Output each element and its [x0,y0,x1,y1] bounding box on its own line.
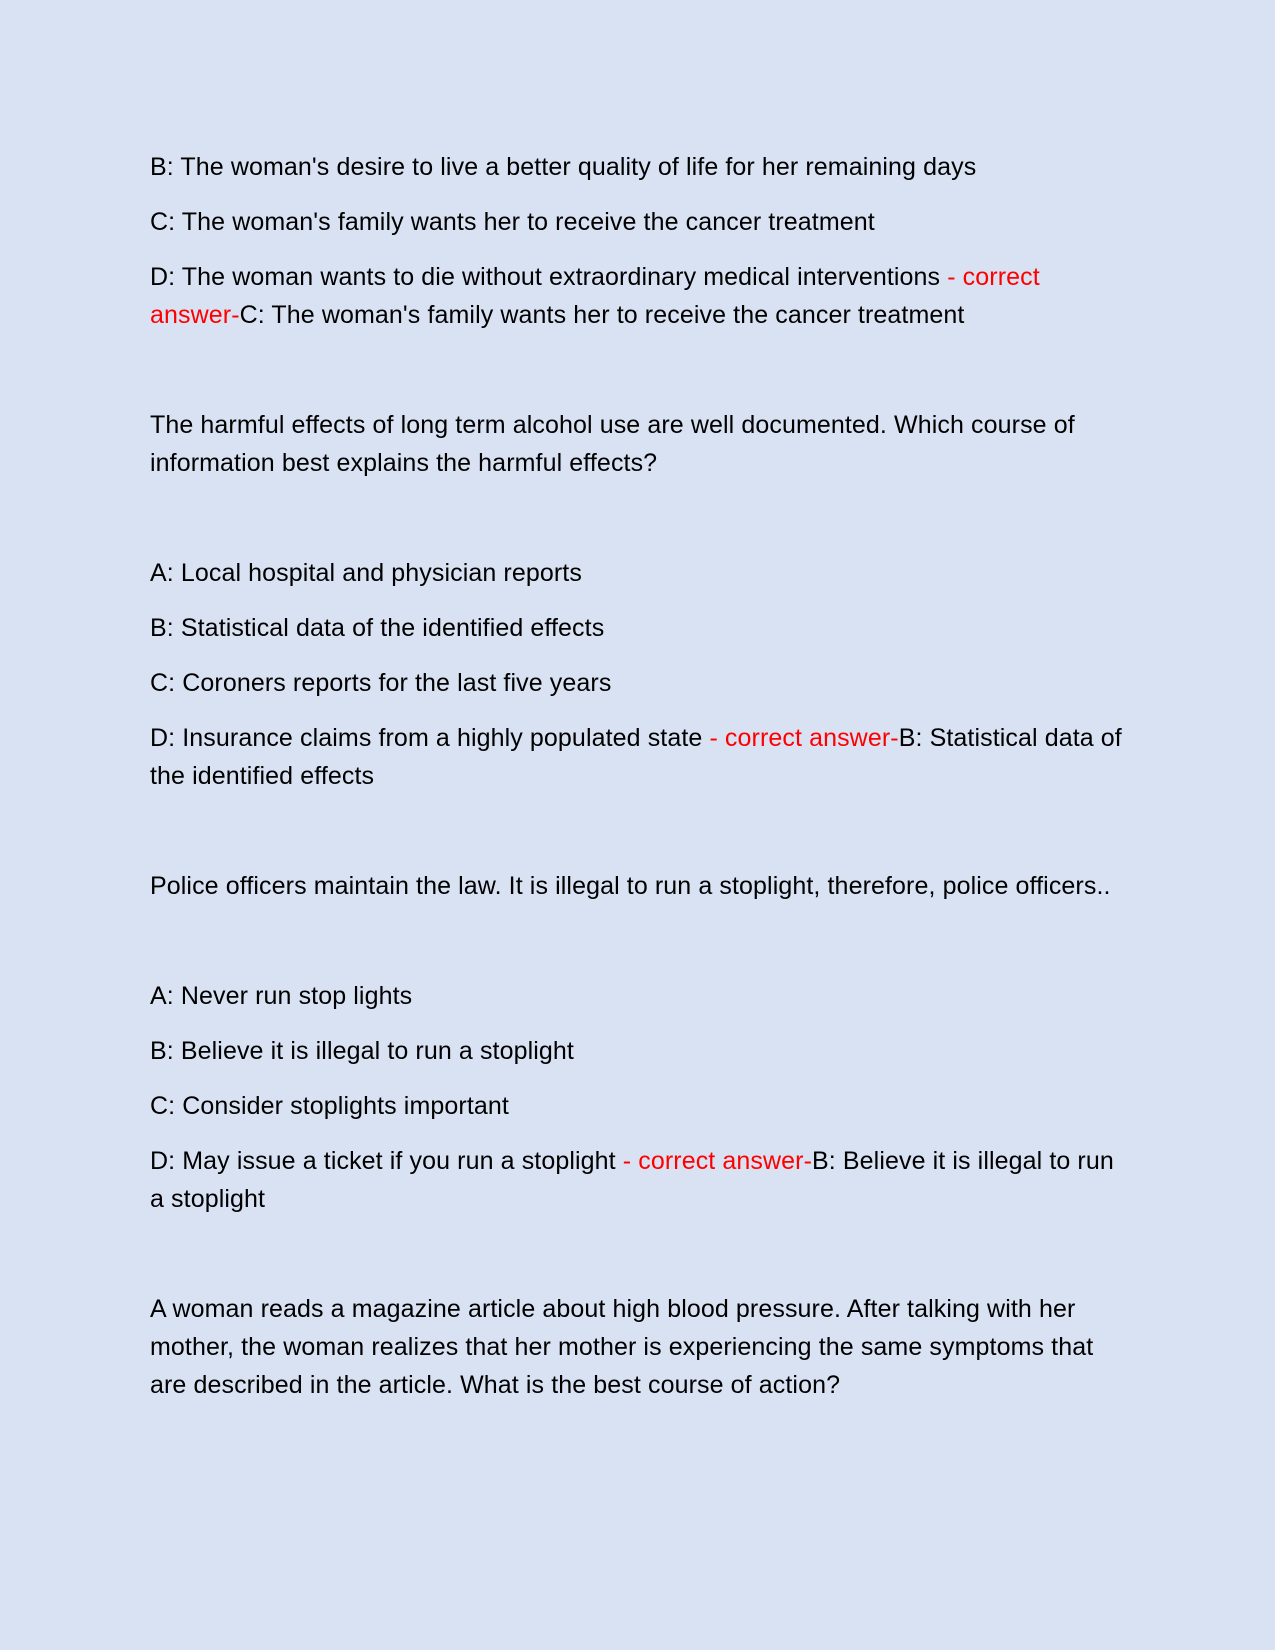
document-content [150,148,1125,1404]
correct-answer-marker: - correct answer- [709,724,899,752]
question-text: A woman reads a magazine article about high blood pressure. After talking with her mother, the woman realizes that her mother is experiencing the same symptoms that are described in the article. What is the best course of action? [150,1295,1094,1399]
option-d-with-answer [150,1142,1125,1218]
option-a: A: Never run stop lights [150,982,413,1010]
correct-answer-marker: - correct answer- [622,1147,813,1175]
question-block-1 [150,148,1125,334]
correct-answer-marker: - correct answer- [150,263,1040,329]
correct-answer: B: Believe it is illegal to run a stoplight [150,1147,1114,1213]
option-d: D: May issue a ticket if you run a stoplight [150,1147,623,1175]
question-block-3 [150,867,1125,1218]
option-b: B: Statistical data of the identified effects [150,614,605,642]
option-d-with-answer [150,719,1125,795]
option-c: C: Coroners reports for the last five years [150,669,612,697]
question-text: The harmful effects of long term alcohol use are well documented. Which course of information best explains the harmful effects? [150,411,1075,477]
option-d: D: Insurance claims from a highly populated state [150,724,710,752]
correct-answer: C: The woman's family wants her to receive the cancer treatment [239,301,965,329]
question-text: Police officers maintain the law. It is illegal to run a stoplight, therefore, police officers.. [150,872,1111,900]
question-block-4 [150,1290,1125,1404]
correct-answer: B: Statistical data of the identified effects [150,724,1122,790]
option-b: B: The woman's desire to live a better quality of life for her remaining days [150,153,977,181]
question-block-2 [150,406,1125,795]
option-a: A: Local hospital and physician reports [150,559,582,587]
option-d-with-answer [150,258,1125,334]
option-c: C: The woman's family wants her to receive the cancer treatment [150,208,875,236]
option-c: C: Consider stoplights important [150,1092,509,1120]
option-b: B: Believe it is illegal to run a stoplight [150,1037,574,1065]
option-d: D: The woman wants to die without extraordinary medical interventions [150,263,948,291]
